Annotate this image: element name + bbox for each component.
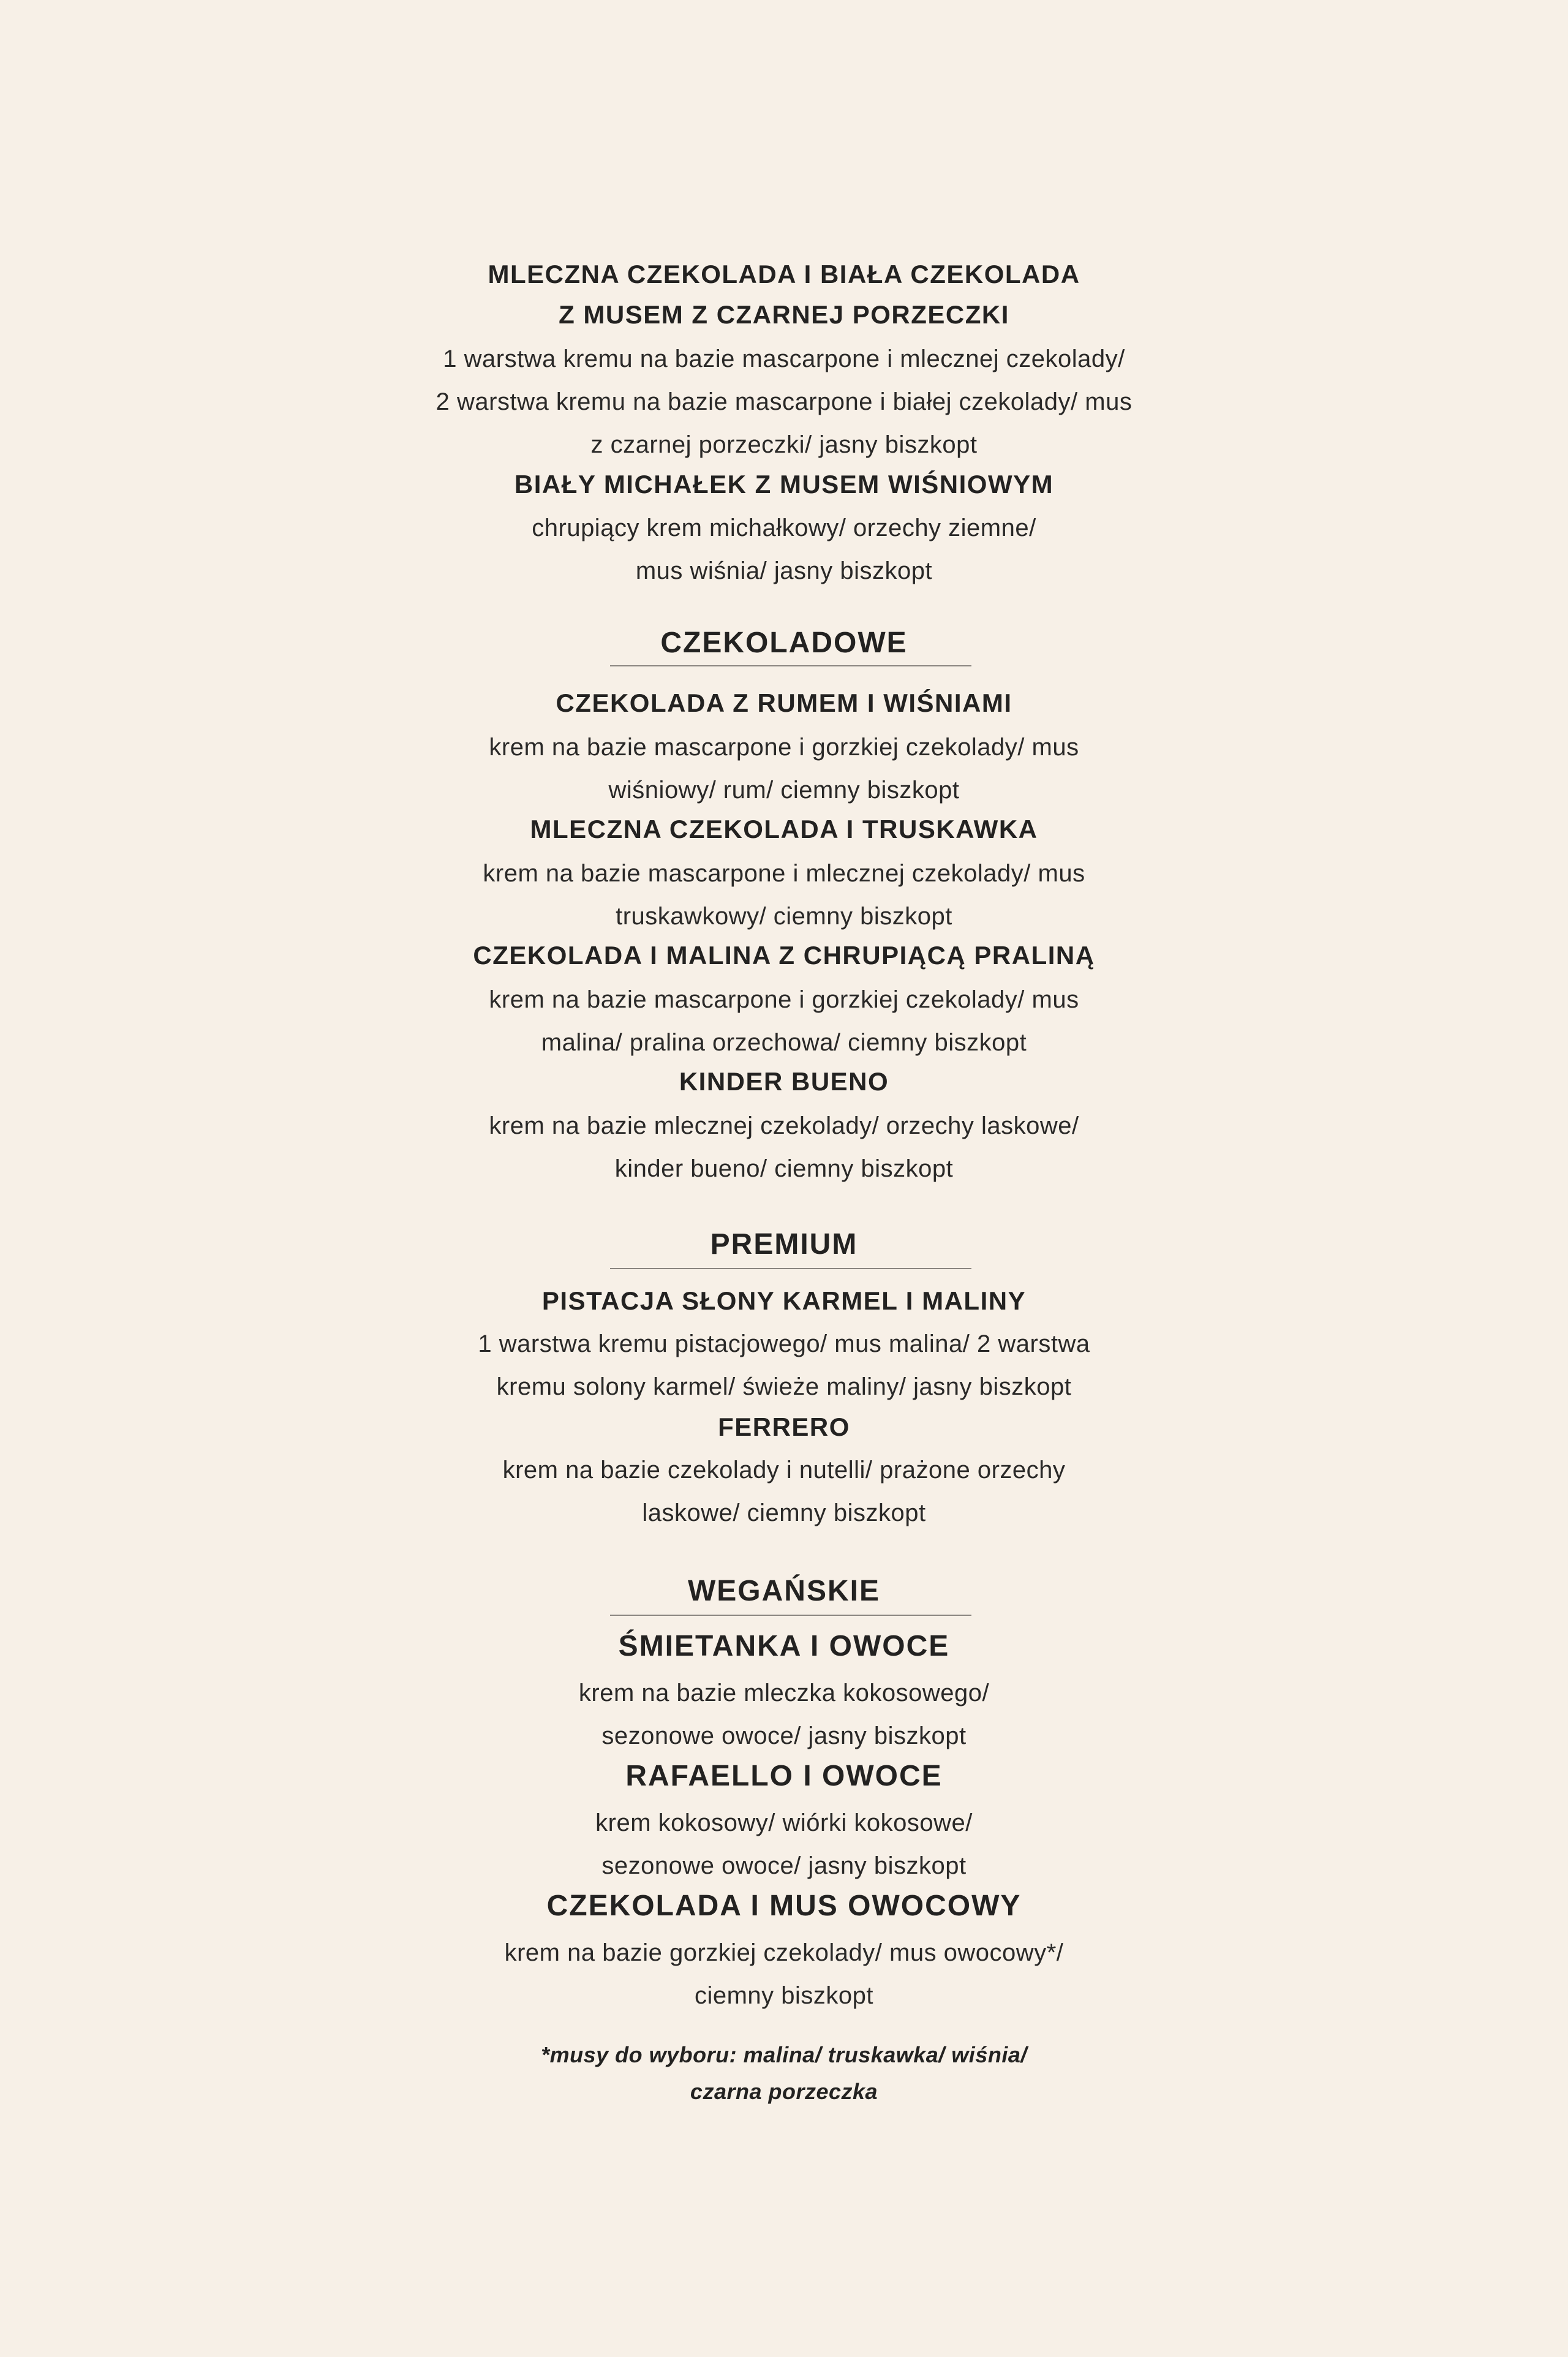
item-description: wiśniowy/ rum/ ciemny biszkopt [608, 777, 960, 804]
item-description: laskowe/ ciemny biszkopt [642, 1499, 926, 1526]
item-description: krem kokosowy/ wiórki kokosowe/ [595, 1809, 973, 1836]
item-description: 2 warstwa kremu na bazie mascarpone i białej czekolady/ mus [435, 388, 1133, 415]
section-title-weganskie: WEGAŃSKIE [687, 1575, 880, 1607]
item-title: ŚMIETANKA I OWOCE [618, 1630, 950, 1662]
item-description: sezonowe owoce/ jasny biszkopt [601, 1722, 967, 1749]
item-title: CZEKOLADA I MUS OWOCOWY [546, 1890, 1022, 1922]
item-title: RAFAELLO I OWOCE [625, 1760, 943, 1792]
item-title: CZEKOLADA I MALINA Z CHRUPIĄCĄ PRALINĄ [473, 941, 1095, 970]
item-title: KINDER BUENO [679, 1067, 889, 1096]
footnote: *musy do wyboru: malina/ truskawka/ wiśnia/ [541, 2042, 1027, 2067]
item-title: BIAŁY MICHAŁEK Z MUSEM WIŚNIOWYM [514, 470, 1054, 499]
section-title-czekoladowe: CZEKOLADOWE [660, 627, 908, 659]
section-divider [610, 1615, 971, 1616]
item-description: krem na bazie mascarpone i gorzkiej czekolady/ mus [489, 986, 1079, 1013]
item-description: mus wiśnia/ jasny biszkopt [635, 557, 933, 584]
item-description: krem na bazie czekolady i nutelli/ prażone orzechy [502, 1457, 1066, 1484]
item-description: krem na bazie mascarpone i mlecznej czekolady/ mus [483, 860, 1085, 887]
item-description: z czarnej porzeczki/ jasny biszkopt [590, 431, 978, 458]
item-title: PISTACJA SŁONY KARMEL I MALINY [541, 1286, 1027, 1315]
item-title: Z MUSEM Z CZARNEJ PORZECZKI [559, 300, 1009, 329]
item-description: truskawkowy/ ciemny biszkopt [616, 903, 952, 930]
item-description: 1 warstwa kremu pistacjowego/ mus malina/ 2 warstwa [478, 1330, 1090, 1357]
item-title: FERRERO [718, 1412, 850, 1441]
section-divider [610, 665, 971, 666]
item-title: MLECZNA CZEKOLADA I BIAŁA CZEKOLADA [488, 260, 1080, 288]
item-description: kinder bueno/ ciemny biszkopt [614, 1155, 954, 1182]
item-description: chrupiący krem michałkowy/ orzechy ziemne/ [532, 515, 1036, 541]
item-description: 1 warstwa kremu na bazie mascarpone i mlecznej czekolady/ [443, 345, 1125, 372]
item-description: krem na bazie mleczka kokosowego/ [578, 1680, 990, 1706]
item-description: malina/ pralina orzechowa/ ciemny biszkopt [541, 1029, 1027, 1056]
item-description: kremu solony karmel/ świeże maliny/ jasny biszkopt [496, 1373, 1072, 1400]
item-description: krem na bazie gorzkiej czekolady/ mus owocowy*/ [504, 1939, 1064, 1966]
item-description: krem na bazie mascarpone i gorzkiej czekolady/ mus [489, 734, 1079, 761]
item-description: krem na bazie mlecznej czekolady/ orzechy laskowe/ [489, 1112, 1079, 1139]
section-divider [610, 1268, 971, 1269]
item-description: ciemny biszkopt [694, 1982, 874, 2009]
item-title: CZEKOLADA Z RUMEM I WIŚNIAMI [556, 688, 1012, 717]
section-title-premium: PREMIUM [710, 1228, 858, 1261]
item-title: MLECZNA CZEKOLADA I TRUSKAWKA [530, 815, 1038, 843]
item-description: sezonowe owoce/ jasny biszkopt [601, 1852, 967, 1879]
footnote: czarna porzeczka [690, 2079, 878, 2104]
